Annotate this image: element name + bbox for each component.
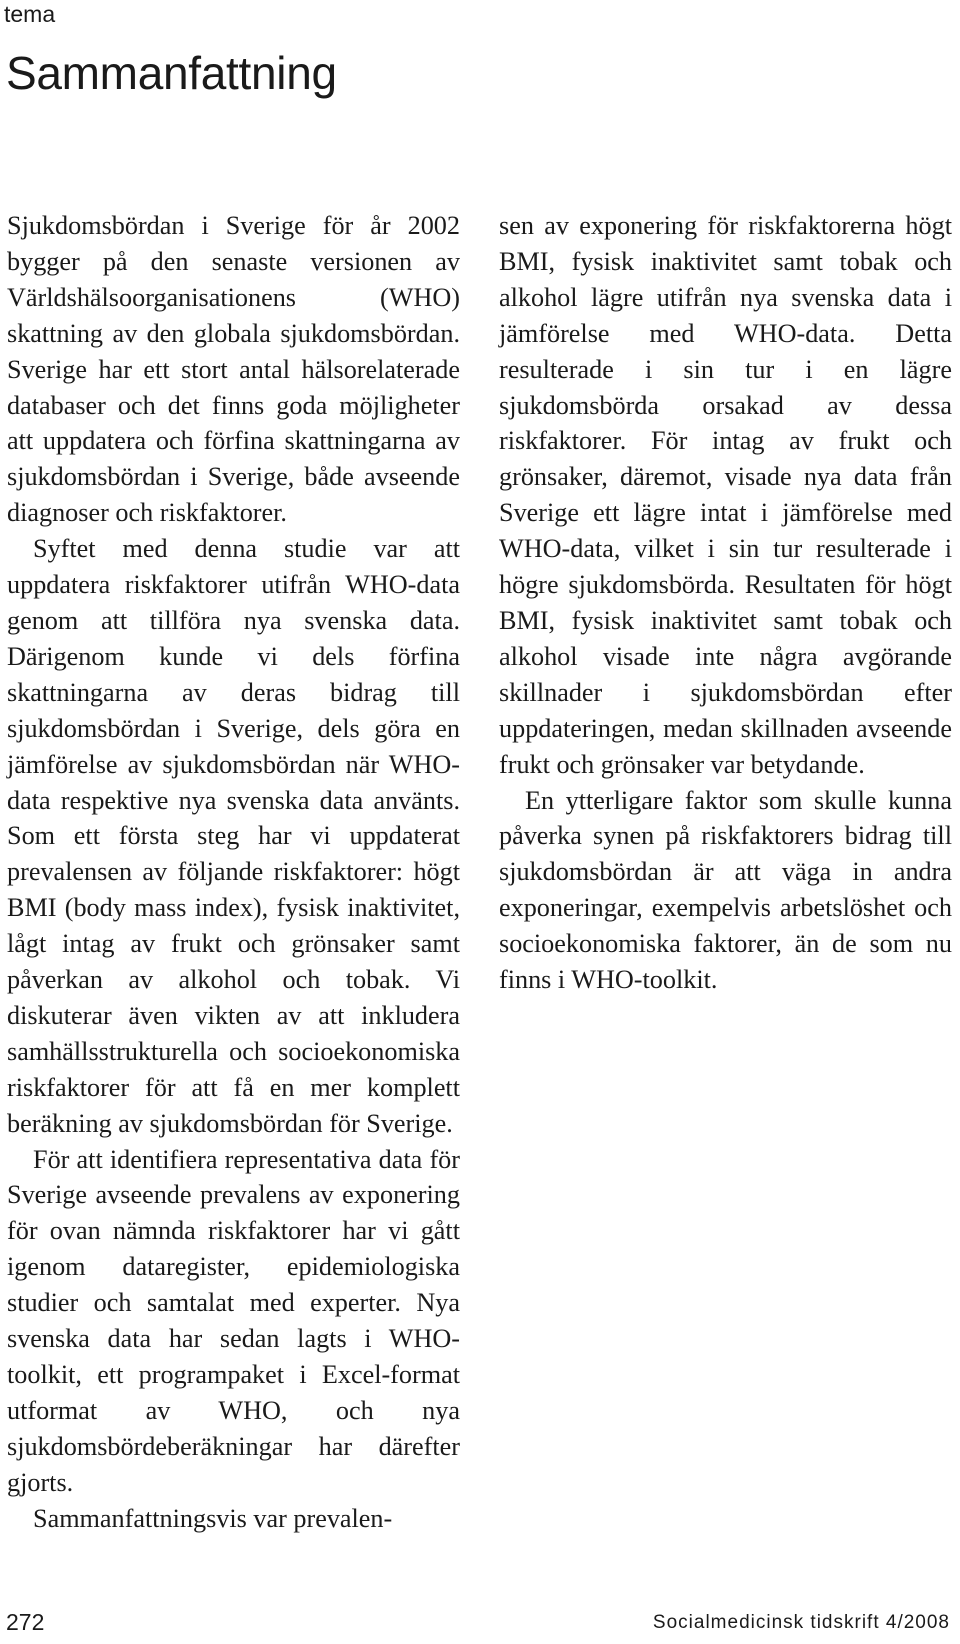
summary-paragraph-continued: sen av exponering för riskfaktorerna högt BMI, fysisk inaktivitet samt tobak och alkohol lägre utifrån nya svenska data i jämförelse med WHO-data. Detta resulterade i sin tur i en lägre sjukdomsbörda orsakad av dessa riskfaktorer. För intag av frukt och grönsaker, däremot, visade nya data från Sverige ett lägre intat i jämförelse med WHO-data, vilket i sin tur resulterade i högre sjukdomsbörda. Resultaten för högt BMI, fysisk inaktivitet samt tobak och alkohol visade inte några avgörande skillnader i sjukdomsbördan efter uppdateringen, medan skillnaden avseende frukt och grönsaker var betydande. [499, 211, 952, 779]
intro-paragraph: Sjukdomsbördan i Sverige för år 2002 bygger på den senaste versionen av Världshälsoorganisationens (WHO) skattning av den globala sjukdomsbördan. Sverige har ett stort antal hälsorelaterade databaser och det finns goda möjligheter att uppdatera och förfina skattningarna av sjukdomsbördan i Sverige, både avseende diagnoser och riskfaktorer. [7, 211, 460, 528]
method-paragraph: För att identifiera representativa data för Sverige avseende prevalens av exponering för ovan nämnda riskfaktorer har vi gått igenom dataregister, epidemiologiska studier och samtalat med experter. Nya svenska data har sedan lagts i WHO-toolkit, ett programpaket i Excel-format utformat av WHO, och nya sjukdomsbördeberäkningar har därefter gjorts. [7, 1144, 460, 1497]
left-column [7, 208, 460, 1537]
outlook-paragraph: En ytterligare faktor som skulle kunna påverka synen på riskfaktorers bidrag till sjukdomsbördan är att väga in andra exponeringar, exempelvis arbetslöshet och socioekonomiska faktorer, än de som nu finns i WHO-toolkit. [499, 785, 952, 995]
summary-paragraph-start: Sammanfattningsvis var prevalen- [33, 1503, 393, 1533]
page-number: 272 [6, 1609, 45, 1635]
page-title: Sammanfattning [6, 47, 337, 99]
section-tag: tema [4, 1, 56, 27]
aim-paragraph: Syftet med denna studie var att uppdatera riskfaktorer utifrån WHO-data genom att tillföra nya svenska data. Därigenom kunde vi dels förfina skattningarna av deras bidrag till sjukdomsbördan i Sverige, dels göra en jämförelse av sjukdomsbördan när WHO-data respektive nya svenska data använts. Som ett första steg har vi uppdaterat prevalensen av följande riskfaktorer: högt BMI (body mass index), fysisk inaktivitet, lågt intag av frukt och grönsaker samt påverkan av alkohol och tobak. Vi diskuterar även vikten av att inkludera samhällsstrukturella och socioekonomiska riskfaktorer för att få en mer komplett beräkning av sjukdomsbördan för Sverige. [7, 534, 460, 1138]
right-column [499, 208, 952, 998]
journal-reference: Socialmedicinsk tidskrift 4/2008 [652, 1612, 950, 1633]
